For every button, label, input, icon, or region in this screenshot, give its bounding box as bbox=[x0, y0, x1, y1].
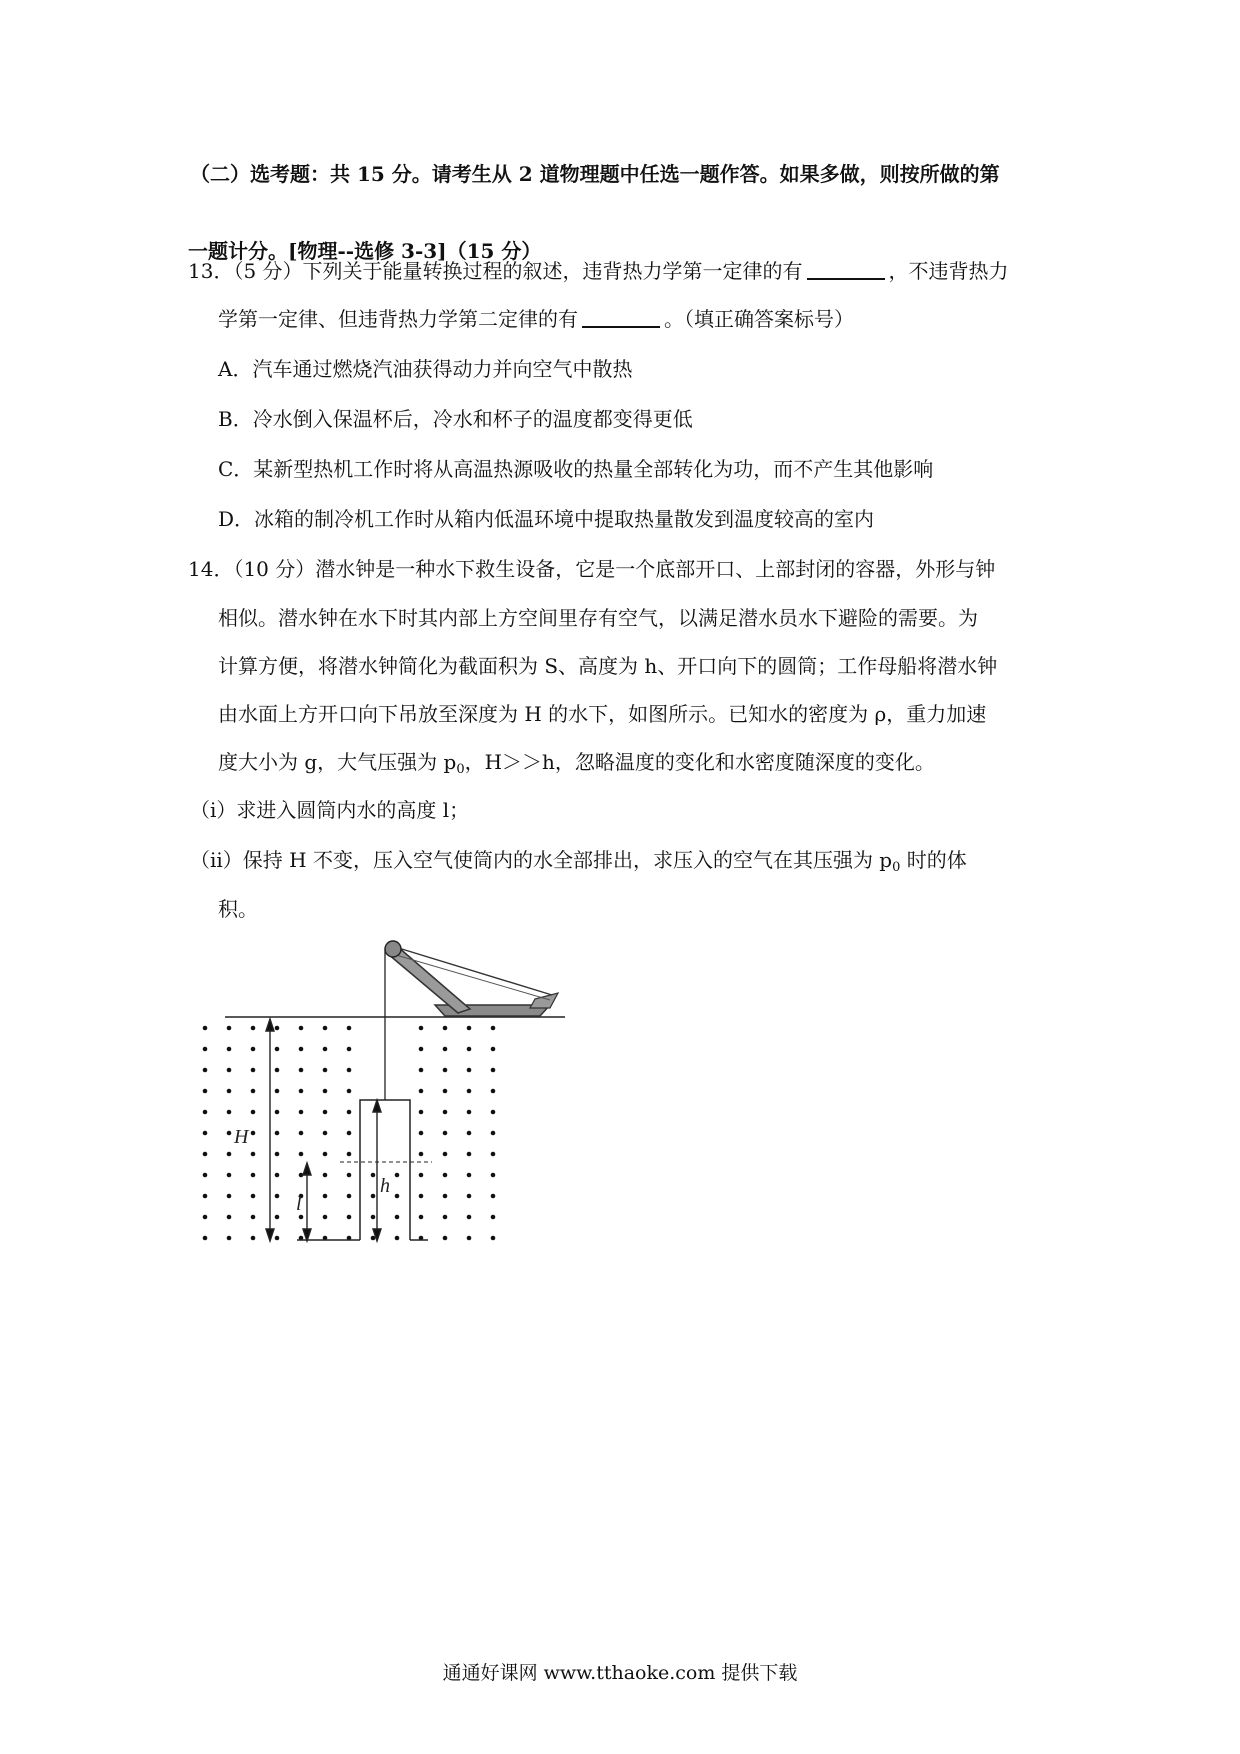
water-dot bbox=[395, 1194, 400, 1199]
water-dot bbox=[251, 1089, 256, 1094]
q14-line2: 相似。潜水钟在水下时其内部上方空间里存有空气，以满足潜水员水下避险的需要。为 bbox=[218, 606, 978, 630]
water-dot bbox=[227, 1194, 232, 1199]
water-dot bbox=[419, 1068, 424, 1073]
q13-option-b: B．冷水倒入保温杯后，冷水和杯子的温度都变得更低 bbox=[218, 407, 693, 431]
water-dot bbox=[443, 1131, 448, 1136]
water-dot bbox=[419, 1215, 424, 1220]
water-dot bbox=[371, 1173, 376, 1178]
water-dot bbox=[227, 1173, 232, 1178]
water-dot bbox=[203, 1089, 208, 1094]
water-dot bbox=[419, 1089, 424, 1094]
water-dot bbox=[371, 1194, 376, 1199]
water-dot bbox=[323, 1194, 328, 1199]
q14-line5 bbox=[218, 748, 935, 784]
q13-line2 bbox=[218, 305, 854, 333]
water-dot bbox=[443, 1152, 448, 1157]
q14-part-ii-b: 时的体 bbox=[900, 848, 967, 872]
water-dot bbox=[347, 1173, 352, 1178]
q14-line3: 计算方便，将潜水钟简化为截面积为 S、高度为 h、开口向下的圆筒；工作母船将潜水钟 bbox=[218, 654, 998, 678]
height-arrow-h bbox=[373, 1100, 381, 1241]
water-dot bbox=[203, 1173, 208, 1178]
water-dot bbox=[347, 1110, 352, 1115]
q14-part-ii-a: （ii）保持 H 不变，压入空气使筒内的水全部排出，求压入的空气在其压强为 p bbox=[190, 848, 893, 872]
water-dot bbox=[443, 1173, 448, 1178]
water-dot bbox=[323, 1215, 328, 1220]
depth-arrow-H bbox=[266, 1019, 274, 1241]
water-dot bbox=[467, 1215, 472, 1220]
water-dot bbox=[275, 1173, 280, 1178]
water-dot bbox=[299, 1152, 304, 1157]
water-height-arrow-l bbox=[303, 1163, 311, 1241]
water-dot bbox=[467, 1110, 472, 1115]
water-dot bbox=[203, 1047, 208, 1052]
q13-line1-b: ，不违背热力 bbox=[888, 259, 1009, 283]
q13-option-a: A．汽车通过燃烧汽油获得动力并向空气中散热 bbox=[218, 357, 633, 381]
water-dot bbox=[251, 1131, 256, 1136]
q13-line1 bbox=[188, 257, 1009, 285]
q14-line5-sub: 0 bbox=[456, 762, 465, 777]
label-l: l bbox=[296, 1193, 302, 1215]
water-dot bbox=[443, 1089, 448, 1094]
water-dot bbox=[467, 1173, 472, 1178]
water-dot bbox=[491, 1215, 496, 1220]
q14-line5-a: 度大小为 g，大气压强为 p bbox=[218, 750, 457, 774]
water-dot bbox=[323, 1047, 328, 1052]
q13-option-d: D．冰箱的制冷机工作时从箱内低温环境中提取热量散发到温度较高的室内 bbox=[218, 507, 875, 531]
water-dot bbox=[395, 1215, 400, 1220]
water-dot bbox=[203, 1068, 208, 1073]
water-dot bbox=[347, 1089, 352, 1094]
water-dot bbox=[443, 1026, 448, 1031]
water-dot bbox=[251, 1215, 256, 1220]
pulley-icon bbox=[385, 941, 401, 957]
water-dot bbox=[275, 1236, 280, 1241]
water-dot bbox=[467, 1026, 472, 1031]
water-dot bbox=[203, 1152, 208, 1157]
water-dot bbox=[443, 1236, 448, 1241]
water-dot bbox=[227, 1026, 232, 1031]
label-H: H bbox=[234, 1126, 249, 1148]
water-dot bbox=[323, 1110, 328, 1115]
water-dot bbox=[299, 1026, 304, 1031]
q13-blank-1[interactable] bbox=[807, 258, 885, 280]
water-dot bbox=[275, 1194, 280, 1199]
water-dot bbox=[275, 1131, 280, 1136]
water-dot bbox=[395, 1173, 400, 1178]
water-dot bbox=[251, 1152, 256, 1157]
water-dot bbox=[467, 1236, 472, 1241]
water-dot bbox=[419, 1047, 424, 1052]
q14-line4: 由水面上方开口向下吊放至深度为 H 的水下，如图所示。已知水的密度为 ρ，重力加速 bbox=[218, 702, 987, 726]
q13-line2-b: 。（填正确答案标号） bbox=[664, 307, 854, 331]
water-dot bbox=[299, 1047, 304, 1052]
water-dot bbox=[227, 1089, 232, 1094]
footer: 通通好课网 www.tthaoke.com 提供下载 bbox=[442, 1662, 798, 1684]
water-dot bbox=[371, 1215, 376, 1220]
water-dot bbox=[419, 1110, 424, 1115]
water-dot bbox=[251, 1194, 256, 1199]
diving-bell bbox=[360, 1100, 410, 1240]
water-dot bbox=[227, 1215, 232, 1220]
water-dot bbox=[491, 1110, 496, 1115]
water-dot bbox=[251, 1047, 256, 1052]
water-dot bbox=[227, 1110, 232, 1115]
water-dot bbox=[347, 1194, 352, 1199]
water-dot bbox=[491, 1173, 496, 1178]
water-dot bbox=[347, 1131, 352, 1136]
water-dot bbox=[227, 1047, 232, 1052]
water-dot bbox=[323, 1068, 328, 1073]
water-dot bbox=[347, 1047, 352, 1052]
water-dot bbox=[491, 1194, 496, 1199]
water-dot bbox=[491, 1131, 496, 1136]
q13-option-c: C．某新型热机工作时将从高温热源吸收的热量全部转化为功，而不产生其他影响 bbox=[218, 457, 934, 481]
water-dot bbox=[443, 1215, 448, 1220]
water-dot bbox=[347, 1068, 352, 1073]
water-dot bbox=[467, 1194, 472, 1199]
water-dot bbox=[275, 1068, 280, 1073]
water-dot bbox=[299, 1089, 304, 1094]
water-dot bbox=[419, 1026, 424, 1031]
water-dot bbox=[251, 1236, 256, 1241]
water-dot bbox=[323, 1152, 328, 1157]
water-dot bbox=[419, 1194, 424, 1199]
water-dot bbox=[227, 1236, 232, 1241]
water-dot bbox=[491, 1068, 496, 1073]
water-dot bbox=[275, 1089, 280, 1094]
water-dot bbox=[491, 1047, 496, 1052]
water-dot bbox=[443, 1068, 448, 1073]
water-dot bbox=[491, 1236, 496, 1241]
q14-line1: 14．（10 分）潜水钟是一种水下救生设备，它是一个底部开口、上部封闭的容器，外形与钟 bbox=[188, 557, 996, 581]
water-dot bbox=[203, 1110, 208, 1115]
water-dot bbox=[323, 1089, 328, 1094]
water-dot bbox=[227, 1068, 232, 1073]
water-dot bbox=[323, 1173, 328, 1178]
water-dot bbox=[227, 1152, 232, 1157]
water-dot bbox=[203, 1131, 208, 1136]
q13-blank-2[interactable] bbox=[582, 306, 660, 328]
water-dot bbox=[275, 1152, 280, 1157]
water-dot bbox=[251, 1110, 256, 1115]
section-header-line1: （二）选考题：共 15 分。请考生从 2 道物理题中任选一题作答。如果多做，则按所做的第 bbox=[190, 162, 1000, 186]
water-dot bbox=[275, 1110, 280, 1115]
q14-part-ii-sub: 0 bbox=[892, 860, 901, 875]
water-dot bbox=[275, 1026, 280, 1031]
q14-line5-b: ，H＞＞h，忽略温度的变化和水密度随深度的变化。 bbox=[464, 750, 935, 774]
q13-line1-a: 13．（5 分）下列关于能量转换过程的叙述，违背热力学第一定律的有 bbox=[188, 259, 803, 283]
water-dot bbox=[227, 1131, 232, 1136]
water-dot bbox=[299, 1215, 304, 1220]
water-dot bbox=[419, 1152, 424, 1157]
water-dot bbox=[395, 1236, 400, 1241]
water-dot bbox=[467, 1089, 472, 1094]
water-dot bbox=[443, 1047, 448, 1052]
q13-line2-a: 学第一定律、但违背热力学第二定律的有 bbox=[218, 307, 578, 331]
water-dot bbox=[467, 1131, 472, 1136]
water-dot bbox=[299, 1131, 304, 1136]
diving-bell-figure bbox=[200, 925, 580, 1305]
water-dot bbox=[467, 1152, 472, 1157]
water-dot bbox=[419, 1173, 424, 1178]
water-dot bbox=[323, 1131, 328, 1136]
q14-part-ii bbox=[190, 846, 967, 882]
water-dot bbox=[275, 1215, 280, 1220]
water-dot bbox=[251, 1173, 256, 1178]
water-dot bbox=[443, 1110, 448, 1115]
water-dot bbox=[299, 1110, 304, 1115]
water-dot bbox=[347, 1215, 352, 1220]
section-header-line2: 一题计分。[物理--选修 3-3]（15 分） bbox=[188, 239, 542, 263]
water-dot bbox=[371, 1236, 376, 1241]
water-dot bbox=[251, 1068, 256, 1073]
water-dot bbox=[347, 1152, 352, 1157]
water-dot bbox=[491, 1026, 496, 1031]
q14-part-i: （i）求进入圆筒内水的高度 l； bbox=[190, 798, 470, 822]
water-dot bbox=[275, 1047, 280, 1052]
water-dot bbox=[347, 1026, 352, 1031]
q14-part-ii-cont: 积。 bbox=[218, 897, 258, 921]
label-h: h bbox=[380, 1175, 390, 1197]
water-dot bbox=[467, 1068, 472, 1073]
water-dot bbox=[203, 1026, 208, 1031]
water-dot bbox=[323, 1026, 328, 1031]
water-dot bbox=[203, 1194, 208, 1199]
water-dot bbox=[251, 1026, 256, 1031]
water-dot bbox=[491, 1152, 496, 1157]
water-dot bbox=[419, 1131, 424, 1136]
water-dot bbox=[203, 1215, 208, 1220]
water-dot bbox=[203, 1236, 208, 1241]
water-dot bbox=[299, 1068, 304, 1073]
water-dot bbox=[443, 1194, 448, 1199]
water-dot bbox=[491, 1089, 496, 1094]
water-dot bbox=[467, 1047, 472, 1052]
